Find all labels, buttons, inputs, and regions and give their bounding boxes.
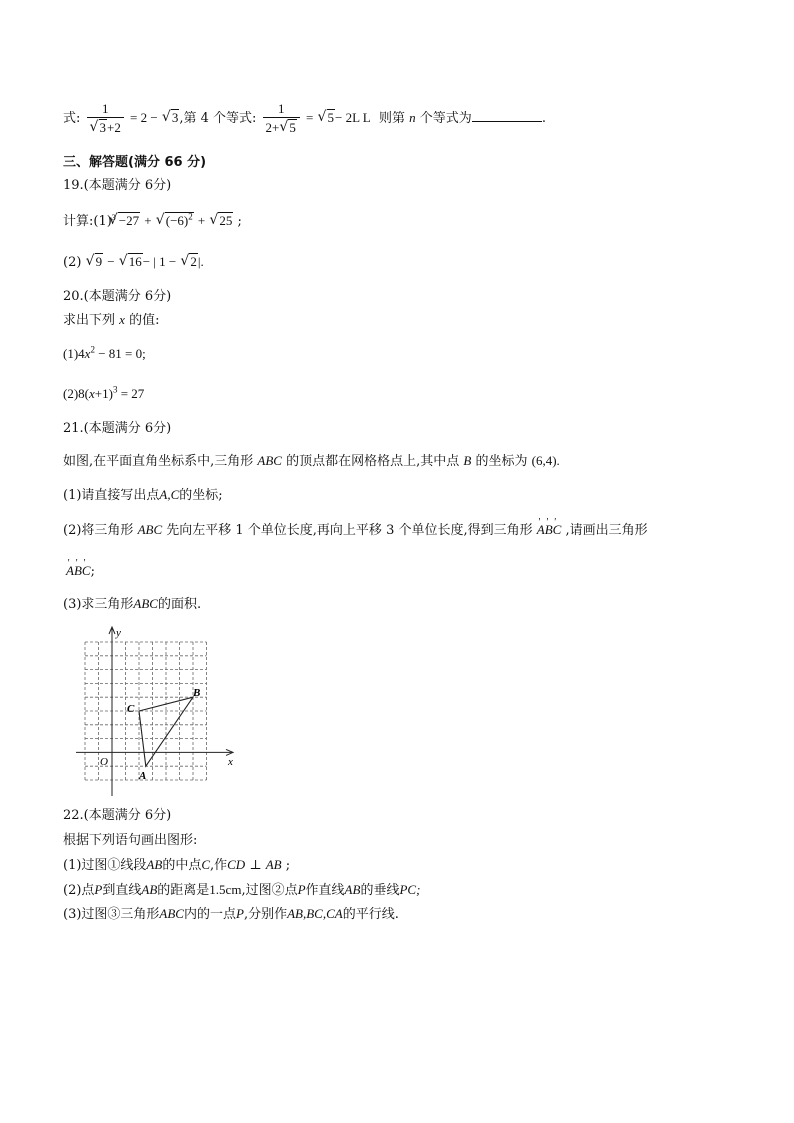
q19-part2 (63, 253, 204, 272)
radicand (165, 212, 194, 228)
intro-text: 的顶点都在网格格点上,其中点 (286, 454, 460, 469)
triangle-name: ABC (133, 596, 158, 611)
point-c-label: C (127, 703, 135, 715)
triangle-name: ABC (159, 906, 184, 921)
q21-part1 (63, 486, 223, 505)
sqrt-neg6-sq (156, 209, 194, 233)
distance: 1.5cm (209, 882, 242, 897)
eq-head: 8( (78, 386, 90, 401)
q22-header: 22.(本题满分 6分) (63, 808, 172, 823)
var-x: x (119, 312, 125, 327)
part-label: (1) (63, 346, 79, 361)
segment-cd: CD (227, 857, 246, 872)
part-text: 的坐标; (179, 488, 223, 503)
den-tail: +2 (107, 119, 121, 135)
eq-mid: +1) (94, 386, 113, 401)
fraction-2-denominator (263, 117, 300, 137)
exponent: 3 (112, 384, 118, 395)
point-a-label: A (139, 770, 147, 782)
var-x: x (89, 386, 95, 401)
q21-intro (63, 452, 560, 471)
triangle-prime (537, 522, 562, 537)
lines-list: AB,BC,CA (287, 906, 343, 921)
part-text: 的面积. (157, 597, 202, 612)
equation-rest: = 27 (120, 386, 145, 401)
q21-header: 21.(本题满分 6分) (63, 421, 172, 436)
den-head: 2+ (265, 119, 280, 135)
end-punct: ; (90, 564, 95, 579)
sqrt-5 (318, 98, 336, 138)
q21-part2-cont (66, 562, 95, 581)
cube-root-index: 3 (111, 212, 116, 222)
part-text: (3)求三角形 (63, 597, 134, 612)
part-text: (3)过图③三角形 (63, 907, 160, 922)
minus-sign: − (107, 254, 115, 269)
intro-text: 如图,在平面直角坐标系中,三角形 (63, 454, 254, 469)
triangle-name: ABC (137, 522, 163, 537)
point-c: C (201, 857, 210, 872)
triangle-prime (66, 563, 91, 578)
line-pc: PC; (399, 882, 421, 897)
points-ac: A,C (159, 487, 180, 502)
point-p: P (94, 882, 103, 897)
exponent: 2 (188, 211, 193, 222)
y-axis-label: y (116, 627, 121, 639)
q19-part1 (63, 209, 242, 234)
abs-close: |. (197, 254, 204, 269)
question-text: 则第 (379, 111, 406, 126)
radicand: 3 (99, 119, 107, 135)
part-text: 作直线 (305, 883, 345, 898)
point-p: P (236, 906, 244, 921)
radicand: 25 (219, 213, 233, 228)
q19-header: 19.(本题满分 6分) (63, 178, 172, 193)
exponent: 2 (90, 344, 95, 355)
part-text: 先向左平移 1 个单位长度,再向上平移 3 个单位长度,得到三角形 (166, 523, 533, 538)
radicand: 9 (95, 254, 103, 269)
part-label: (2) (63, 386, 79, 401)
coordinate: (6,4). (531, 453, 560, 468)
perp-symbol: ⊥ (249, 857, 262, 872)
radicand: −27 (118, 213, 140, 228)
q20-intro (63, 311, 159, 330)
coordinate-grid-figure (70, 622, 250, 797)
coefficient: 4 (78, 346, 85, 361)
x-axis-label: x (228, 756, 233, 768)
plus-sign: + (144, 213, 152, 228)
part-text: 的垂线 (360, 883, 400, 898)
radicand: 5 (289, 119, 296, 135)
cube-root (109, 209, 140, 233)
end-punct: ; (237, 214, 242, 229)
part-text: (1)过图①线段 (63, 858, 147, 873)
origin-label: O (100, 756, 108, 768)
part-text: ,作 (210, 858, 228, 873)
sqrt-3 (162, 98, 180, 138)
part-text: (2)点 (63, 883, 95, 898)
rhs-text: = (306, 110, 314, 125)
q22-part2 (63, 881, 420, 900)
part-text: 到直线 (102, 883, 142, 898)
fraction-2-numerator: 1 (277, 100, 285, 116)
end-punct: ; (285, 858, 291, 873)
part-text: 的中点 (162, 858, 202, 873)
c-prime: ' C (82, 563, 91, 578)
triangle-name: ABC (257, 453, 282, 468)
answer-blank (472, 110, 542, 122)
question-tail: 个等式为 (419, 111, 472, 126)
point-b: B (463, 453, 472, 468)
fraction-1-numerator: 1 (101, 100, 109, 116)
equation-rest: − 81 = 0; (98, 346, 146, 361)
intro-text: 的值: (129, 313, 160, 328)
b-prime: ' B (74, 563, 82, 578)
b-prime: ' B (545, 522, 553, 537)
sqrt-16 (119, 253, 143, 271)
segment-ab: AB (146, 857, 163, 872)
a-prime: ' A (537, 522, 545, 537)
part-text: (2)将三角形 (63, 523, 134, 538)
part-label: 计算:(1) (63, 214, 112, 229)
point-b-label: B (193, 687, 201, 699)
mid-text: ,第 4 个等式: (179, 111, 257, 126)
q21-part3 (63, 595, 201, 614)
abs-open: − | 1 − (142, 254, 177, 269)
intro-text: 的坐标为 (475, 454, 528, 469)
var-x: x (84, 346, 91, 361)
radicand: 2 (190, 254, 197, 269)
q21-part2 (63, 521, 648, 540)
sqrt-25 (209, 209, 233, 233)
c-prime: ' C (553, 522, 562, 537)
q20-part2 (63, 385, 144, 403)
section-title: 三、解答题(满分 66 分) (63, 155, 207, 170)
q22-intro: 根据下列语句画出图形: (63, 833, 198, 848)
rhs-tail: − 2L L (335, 110, 371, 125)
rhs-text: = 2 − (130, 110, 158, 125)
q20-header: 20.(本题满分 6分) (63, 289, 172, 304)
equation-pattern-line (63, 98, 546, 139)
part-text: 的距离是 (157, 883, 210, 898)
part-text: 内的一点 (183, 907, 236, 922)
radicand: 3 (171, 110, 179, 125)
part-text: ,请画出三角形 (565, 523, 648, 538)
axes (76, 627, 233, 796)
part-text: ,分别作 (243, 907, 288, 922)
part-text: (1)请直接写出点 (63, 488, 160, 503)
line-ab: AB (141, 882, 158, 897)
sqrt-9 (86, 253, 104, 271)
radicand: 5 (327, 110, 334, 125)
line-ab: AB (344, 882, 361, 897)
q20-part1 (63, 345, 146, 363)
sqrt-2 (180, 253, 198, 271)
fraction-1-denominator (87, 117, 124, 137)
point-p: P (297, 882, 306, 897)
radicand-base: (−6) (165, 213, 189, 228)
intro-text: 求出下列 (63, 313, 116, 328)
q22-part1 (63, 856, 290, 875)
var-n: n (409, 110, 416, 125)
prefix-text: 式: (63, 111, 81, 126)
a-prime: ' A (66, 563, 74, 578)
segment-ab: AB (265, 857, 282, 872)
part-text: ,过图②点 (241, 883, 298, 898)
fraction-1 (87, 101, 124, 137)
plus-sign: + (197, 213, 206, 228)
q22-part3 (63, 905, 399, 924)
part-text: 的平行线. (342, 907, 399, 922)
radicand: 16 (128, 254, 142, 269)
fraction-2 (263, 101, 300, 137)
part-label: (2) (63, 255, 82, 270)
end-punct: . (541, 111, 546, 126)
